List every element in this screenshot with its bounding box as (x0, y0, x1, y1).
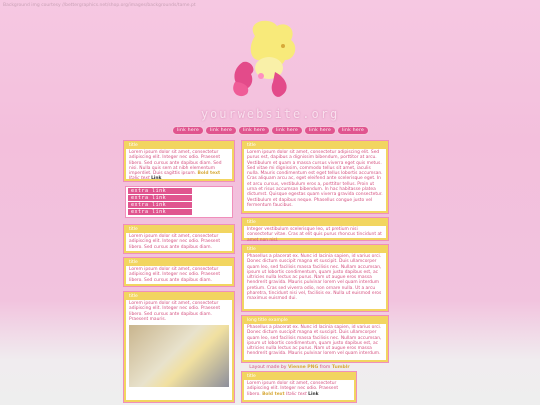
left-box-4 (124, 292, 234, 402)
box-title: title (126, 294, 232, 300)
bold-text: Bold text (197, 171, 221, 177)
nav-link-2[interactable]: link here (206, 127, 236, 134)
credit-author-link[interactable]: Vienne (287, 365, 306, 370)
left-box-2 (124, 225, 234, 253)
box-body: Lorem ipsum dolor sit amet, consectetur adipiscing elit. Integer nec odio. Praesent libero. Sed cursus ante dapibus diam. (129, 267, 221, 283)
site-title: yourwebsite.org (200, 107, 340, 121)
right-box-5 (242, 372, 356, 402)
extra-links (125, 186, 233, 218)
left-box-1 (124, 141, 234, 181)
background-credit: Background img courtesy //bettergraphics.net/shop.org/images/backgrounds/tame.pt (3, 3, 196, 8)
credit-prefix: Layout made by (249, 365, 287, 370)
nav-link-1[interactable]: link here (173, 127, 203, 134)
text-link[interactable]: Link (308, 391, 319, 397)
box-title: title (126, 227, 232, 233)
right-box-3 (242, 245, 388, 311)
credit-png-link[interactable]: PNG (307, 365, 319, 370)
box-title: title (244, 247, 386, 253)
box-body: Phasellus a placerat ex. Nunc id lacinia sapien, id varius orci. Donec dictum suscipit magna et suscipit. Duis ullamcorper quam leo, sed facilisis massa facilisis nec. Nullam accumsan, ipsum ut lobortis condimentum, quam justo dapibus est, ac ultricies nulla lectus ac purus. Nam ut augue eros massa hendrerit gravida. Mauris pulvinar lorem vel quam interdum pretium. Cras sed viverra odio, non ornare nulla. Ut a arcu pharetra, tincidunt nisi vel, facilisis ex. Nulla ut euismod eros maximus euismod dui. (247, 254, 382, 302)
box-text (126, 149, 232, 183)
italic-text: Italic text (286, 391, 307, 397)
box-title: title (244, 220, 386, 226)
credit-source-link[interactable]: Tumblr (331, 365, 350, 370)
right-box-4 (242, 316, 388, 362)
box-title: title (244, 374, 354, 380)
nav-bar (173, 127, 368, 134)
layout-credit (243, 365, 356, 370)
box-body: Lorem ipsum dolor sit amet, consectetur adipiscing elit. Integer nec odio. Praesent libero. Sed cursus ante dapibus diam. Praesent mauris. (129, 301, 221, 322)
extra-link-3[interactable]: extra link (128, 202, 192, 208)
nav-link-5[interactable]: link here (305, 127, 335, 134)
extra-link-1[interactable]: extra link (128, 188, 192, 194)
right-box-2 (242, 218, 388, 243)
box-body: Lorem ipsum dolor sit amet, consectetur adipiscing elit. Integer nec odio. Praesent libero. Sed cursus ante dapibus diam. (129, 234, 221, 250)
box-title: long title example (244, 318, 386, 324)
pony-graphic (225, 16, 305, 102)
nav-link-4[interactable]: link here (272, 127, 302, 134)
right-box-1 (242, 141, 388, 213)
bold-text: Bold text (262, 391, 285, 397)
box-body: Integer vestibulum scelerisque leo, ut pretium nisi consectetur vitae. Cras at elit quis purus rhoncus tincidunt at amet non nisl. (247, 227, 382, 243)
extra-link-4[interactable]: extra link (128, 209, 192, 215)
box-title: title (244, 143, 386, 149)
italic-text: Italic text (129, 176, 150, 182)
left-box-3 (124, 258, 234, 286)
box-body: Lorem ipsum dolor sit amet, consectetur adipiscing elit. Integer nec odio. Praesent libero. Sed cursus ante dapibus diam. Sed nisi. Nulla quis sem at nibh elementum imperdiet. Duis sagittis ipsum. (129, 150, 222, 177)
box-title: title (126, 143, 232, 149)
box-text (244, 380, 354, 398)
photo-image (129, 325, 229, 387)
box-body: Phasellus a placerat ex. Nunc id lacinia sapien, id varius orci. Donec dictum suscipit magna et suscipit. Duis ullamcorper quam leo, sed facilisis massa facilisis nec. Nullam accumsan, ipsum ut lobortis condimentum, quam justo dapibus est, ac ultricies nulla lectus ac purus. Nam ut augue eros massa hendrerit gravida. Mauris pulvinar lorem vel quam interdum. (247, 325, 382, 357)
nav-link-6[interactable]: link here (338, 127, 368, 134)
nav-link-3[interactable]: link here (239, 127, 269, 134)
credit-from: from (319, 365, 331, 370)
box-body: Lorem ipsum dolor sit amet, consectetur adipiscing elit. Sed purus est, dapibus a dignissim bibendum, porttitor at arcu. Vestibulum et quam a massa cursus viverra eget quis metus. Sed vitae mi dignissim, commodo tellus sit amet, iaculis nulla. Mauris condimentum est eget tellus lobortis accumsan. Cras aliquam arcu ac, eget eleifend ante scelerisque eget. In et arcu cursus, vestibulum eros a, porttitor tellus. Proin ut urna et risus accumsan bibendum. In hac habitasse platea dictumst. Quisque egestas quam viverra gravida consectetur. Vestibulum et dapibus neque. Phasellus congue justo vel fermentum faucibus. (247, 150, 383, 208)
text-link[interactable]: Link (151, 176, 162, 182)
box-body: Lorem ipsum dolor sit amet, consectetur adipiscing elit. Integer nec odio. Praesent libero. (247, 381, 339, 397)
box-title: title (126, 260, 232, 266)
extra-link-2[interactable]: extra link (128, 195, 192, 201)
